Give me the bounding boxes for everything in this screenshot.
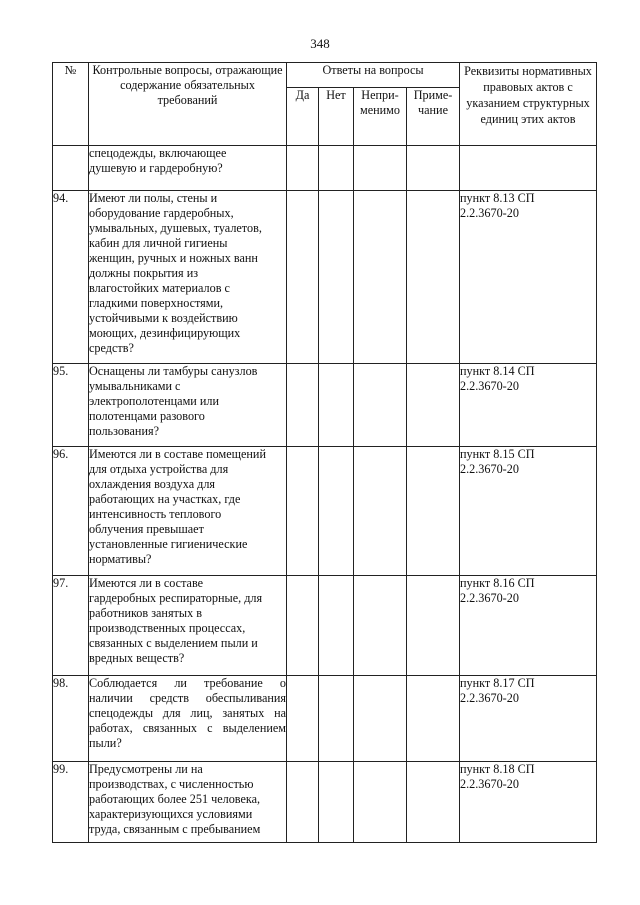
answer-no-cell[interactable] [319,364,354,447]
row-number: 99. [53,762,89,843]
answer-no-cell[interactable] [319,447,354,576]
table-row [53,576,597,676]
checklist-table [52,62,597,843]
answer-yes-cell[interactable] [287,447,319,576]
row-question: Соблюдается ли требование о наличии средств обеспыливания спецодежды для лиц, занятых на работах, связанных с выделением пыли? [89,676,286,750]
answer-yes-cell[interactable] [287,762,319,843]
header-answer-not-applicable: Непри- менимо [354,88,407,146]
answer-no-cell[interactable] [319,146,354,191]
answer-na-cell[interactable] [354,676,407,762]
row-requisite: пункт 8.18 СП 2.2.3670-20 [460,762,535,791]
answer-na-cell[interactable] [354,447,407,576]
table-row [53,762,597,843]
answer-note-cell[interactable] [407,191,460,364]
answer-note-cell[interactable] [407,676,460,762]
row-requisite: пункт 8.16 СП 2.2.3670-20 [460,576,535,605]
answer-note-cell[interactable] [407,762,460,843]
row-number [53,146,89,191]
answer-na-cell[interactable] [354,762,407,843]
row-number: 95. [53,364,89,447]
answer-no-cell[interactable] [319,191,354,364]
row-number: 98. [53,676,89,762]
answer-na-cell[interactable] [354,191,407,364]
header-answers: Ответы на вопросы [287,63,460,88]
row-question: Имеются ли в составе гардеробных респираторные, для работников занятых в производственных процессах, связанных с выделением пыли и вредных веществ? [89,576,263,665]
header-question: Контрольные вопросы, отражающие содержание обязательных требований [89,63,287,146]
answer-na-cell[interactable] [354,364,407,447]
row-question: Имеются ли в составе помещений для отдыха устройства для охлаждения воздуха для работающих на участках, где интенсивность теплового облучения превышает установленные гигиенические нормативы? [89,447,266,566]
answer-yes-cell[interactable] [287,676,319,762]
header-answer-note: Приме- чание [407,88,460,146]
answer-no-cell[interactable] [319,576,354,676]
answer-yes-cell[interactable] [287,364,319,447]
answer-na-cell[interactable] [354,146,407,191]
table-row [53,676,597,762]
answer-note-cell[interactable] [407,364,460,447]
table-row [53,364,597,447]
table-row [53,146,597,191]
row-question: спецодежды, включающее душевую и гардеробную? [89,146,227,175]
header-answer-no: Нет [319,88,354,146]
answer-note-cell[interactable] [407,576,460,676]
row-requisite: пункт 8.17 СП 2.2.3670-20 [460,676,535,705]
answer-yes-cell[interactable] [287,576,319,676]
answer-note-cell[interactable] [407,146,460,191]
row-number: 96. [53,447,89,576]
header-number: № [53,63,89,146]
answer-no-cell[interactable] [319,762,354,843]
header-answer-yes: Да [287,88,319,146]
answer-no-cell[interactable] [319,676,354,762]
answer-yes-cell[interactable] [287,191,319,364]
header-requisites: Реквизиты нормативных правовых актов с указанием структурных единиц этих актов [460,63,597,146]
page-number: 348 [310,36,330,51]
row-number: 94. [53,191,89,364]
answer-na-cell[interactable] [354,576,407,676]
row-requisite: пункт 8.15 СП 2.2.3670-20 [460,447,535,476]
row-requisite: пункт 8.14 СП 2.2.3670-20 [460,364,535,393]
row-question: Оснащены ли тамбуры санузлов умывальниками с электрополотенцами или полотенцами разового пользования? [89,364,258,438]
answer-yes-cell[interactable] [287,146,319,191]
answer-note-cell[interactable] [407,447,460,576]
row-requisite: пункт 8.13 СП 2.2.3670-20 [460,191,535,220]
row-question: Предусмотрены ли на производствах, с численностью работающих более 251 человека, характеризующихся условиями труда, связанным с пребыванием [89,762,261,836]
row-number: 97. [53,576,89,676]
table-row [53,191,597,364]
row-question: Имеют ли полы, стены и оборудование гардеробных, умывальных, душевых, туалетов, кабин для личной гигиены женщин, ручных и ножных ванн должны покрытия из влагостойких материалов с гладкими поверхностями, устойчивыми к воздействию моющих, дезинфицирующих средств? [89,191,262,355]
table-row [53,447,597,576]
